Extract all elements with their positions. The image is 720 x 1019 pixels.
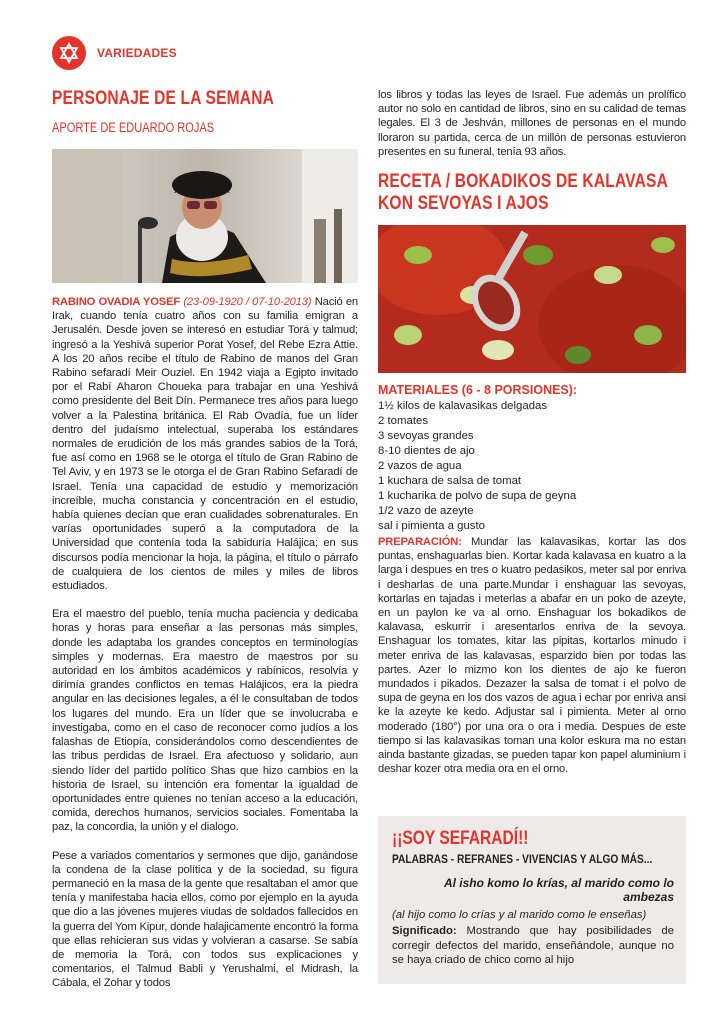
ingredient-item: 3 sevoyas grandes [378,430,474,443]
bio-paragraph-cont: los libros y todas las leyes de Israel. Fue además un prolífico autor no solo en cantidad de libros, sino en su calidad de temas legales. El 3 de Jeshván, millones de personas en el mundo lloraron su partida, cerca de un millón de personas estuvieron presentes en su funeral, tenía 93 años. [378,89,686,158]
bio-paragraph-1: Nació en Irak, cuando tenía cuatro años con su familia emigran a Jerusalén. Desde joven se interesó en estudiar Torá y talmud; ingresó a la Yeshivá superior Porat Yosef, del Rebe Ezra Attie. A los 20 años recibe el título de Rabino de manos del Gran Rabino sefaradí Meir Ouziel. En 1942 viaja a Egipto invitado por el Rabí Aharon Choueka para trabajar en una Yeshivá como presidente del Beit Dín. Permanece tres años para luego volver a la Palestina británica. El Rab Ovadía, fue un líder dentro del judaísmo intelectual, superaba los estándares normales de erudición de los más grandes sabios de la Torá, fue así como en 1968 se le otorga el título de Gran Rabino de Tel Aviv, y en 1973 se le otorga el de Gran Rabino Sefaradí de Israel. Tenía una capacidad de estudio y memorización increíble, mucha constancia y concentración en el estudio, había quienes decían que eran cualidades sobrenaturales. En varías oportunidades superó a la computadora de la Universidad que contenía toda la sabiduría Halájica; en sus discursos podía mencionar la hoja, la página, el título o párrafo de cualquiera de los cientos de miles y miles de libros estudiados. [52,296,358,593]
materials-label: MATERIALES (6 - 8 PORSIONES): [378,383,578,398]
recipe-title: RECETA / BOKADIKOS DE KALAVASA KON SEVOYAS I AJOS [378,171,668,215]
sefaradi-subtitle: PALABRAS - REFRANES - VIVENCIAS Y ALGO MÁS... [392,852,653,866]
preparation [378,535,686,776]
meaning-text: Mostrando que hay posibilidades de corregir defectos del marido, enseñándole, aunque no se haya criado de chico como al hijo [392,925,675,966]
ingredient-item: 1 kuchara de salsa de tomat [378,475,522,488]
section-tag [52,36,177,70]
bio-paragraph-3: Pese a variados comentarios y sermones que dijo, ganándose la condena de la clase política y de la sociedad, su figura permaneció en la masa de la gente que resaltaban el amor que tenía y manifestaba hacia ellos, como por ejemplo en la ayuda que dio a las jóvenes mujeres viudas de soldados fallecidos en la guerra del Yom Kipur, donde halajicamente encontró la forma que ellas rehicieran sus vidas y volvieran a casarse. Se sabía de memoria la Torá, con todos sus explicaciones y comentarios, el Talmud Babli y Yerushalmi, el Midrash, la Cábala, el Zohar y todos [52,849,359,990]
ingredient-item: 2 tomates [378,415,429,428]
sefaradi-translation: (al hijo como lo crías y al marido como le enseñas) [392,909,647,921]
ingredient-item: 1 kucharika de polvo de supa de geyna [378,490,577,503]
bio-dates: (23-09-1920 / 07-10-2013) [183,296,312,308]
ingredients-list [378,399,686,534]
right-column [378,88,686,790]
section-label: VARIEDADES [97,46,177,60]
ingredient-item: 2 vazos de agua [378,460,462,473]
article-headline: PERSONAJE DE LA SEMANA [52,88,275,109]
left-column [52,88,358,1005]
preparation-label: PREPARACIÓN: [378,536,462,549]
bio-paragraph-2: Era el maestro del pueblo, tenía mucha paciencia y dedicaba horas y horas para enseñar a las personas más simples, donde les adaptaba los grandes conceptos en terminologías simples y modernas. Era maestro de maestros por su autoridad en los ámbitos académicos y rabínicos, resolvía y dirimía grandes conflictos en temas Halájicos, era la piedra angular en las decisiones legales, a él le consultaban de todos los lugares del mundo. Era un líder que se involucraba e investigaba, como en el caso de reconocer como judíos a los falashas de Etiopía, considerándolos como descendientes de las tribus perdidas de Israel. Era afectuoso y solidario, aun siendo líder del partido político Shas que hizo cambios en la historia de Israel, su intención era fomentar la igualdad de oportunidades entre quienes no tenían acceso a la educación, comida, derechos humanos, servicios sociales. Fomentaba la paz, la concordia, la unión y el dialogo. [52,608,358,834]
sefaradi-quote: Al isho komo lo krías, al marido como lo ambezas [443,876,674,904]
ingredient-item: sal i pimienta a gusto [378,520,486,533]
ingredient-item: 1/2 vazo de azeyte [378,505,474,518]
soy-sefaradi-box [378,816,686,984]
bio-name: RABINO OVADIA YOSEF [52,296,181,308]
rabbi-photo [52,149,358,283]
article-body [52,295,358,991]
meaning-label: Significado: [392,925,457,937]
paragraph [52,295,358,593]
sefaradi-meaning [392,924,674,968]
sefaradi-title: ¡¡SOY SEFARADÍ!! [392,828,529,849]
ingredient-item: 1½ kilos de kalavasikas delgadas [378,400,548,413]
star-of-david-icon [52,36,86,70]
preparation-text: Mundar las kalavasikas, kortar las dos puntas, enshaguarlas bien. Kortar kada kalavasa en kuatro a la larga i despues en tres o kuatro pedasikos, meter sal por enriva i desharlas de una parte.Mundar i enshaguar las sevoyas, kortarlas en tajadas i meterlas a abafar en un poko de azeyte, en un paylon ke va al orno. Enshaguar los bokadikos de kalavasa, eskurrir i aresentarlos enriva de la sevoya. Enshaguar los tomates, kitar las pipitas, kortarlos minudo i meter enriva de las kalavasas, esparzido bien por todas las partes. Azer lo mizmo kon los dientes de ajo ke fueron mundados i pikados. Dezazer la salsa de tomat i el polvo de supa de geyna en los dos vazos de agua i echar por enriva ansi ke la azeyte ke kedo. Adjustar sal i pimienta. Meter al orno moderado (180°) por una ora o ora i media. Despues de este tiempo si las kalavasikas toman una kolor eskura ma no estan ainda bastante gizadas, se pueden tapar kon papel aluminium i deshar kozer otra media ora en el orno. [378,536,686,776]
recipe-photo [378,225,686,373]
ingredient-item: 8-10 dientes de ajo [378,445,475,458]
bio-continuation [378,88,686,159]
preparation-paragraph [378,535,686,776]
article-byline: APORTE DE EDUARDO ROJAS [52,120,215,135]
